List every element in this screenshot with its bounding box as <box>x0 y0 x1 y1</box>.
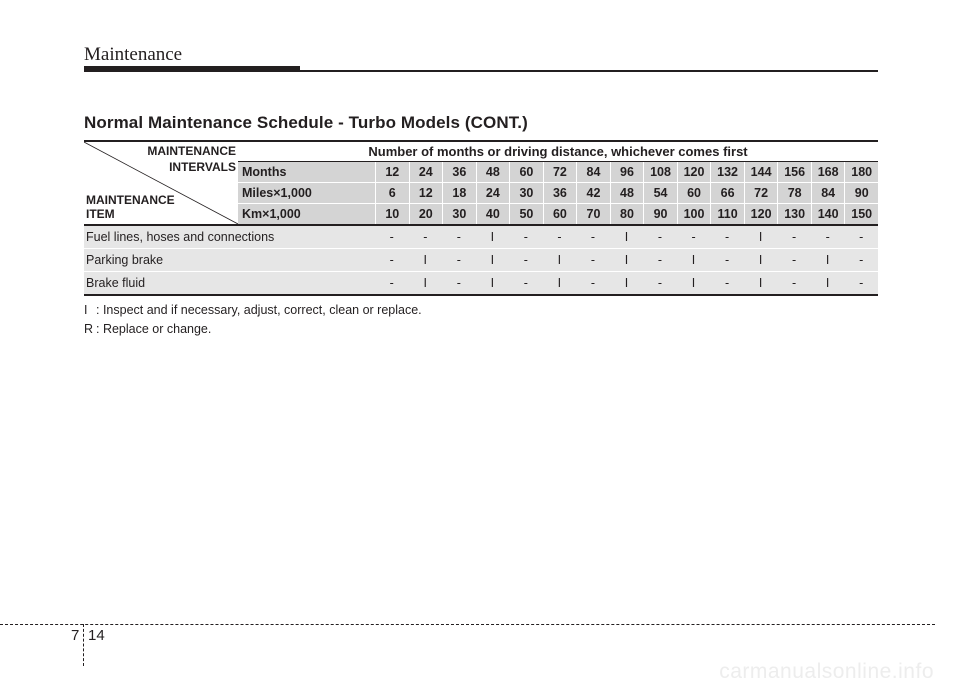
interval-value: 18 <box>442 183 476 203</box>
maintenance-item-label: Parking brake <box>86 253 164 267</box>
interval-value: 70 <box>576 204 610 224</box>
schedule-cell: - <box>456 230 461 244</box>
interval-value: 36 <box>442 162 476 182</box>
interval-value: 100 <box>677 204 711 224</box>
interval-value: 80 <box>610 204 644 224</box>
maintenance-item-label: Brake fluid <box>86 276 146 290</box>
schedule-cell: - <box>792 230 797 244</box>
interval-value: 72 <box>543 162 577 182</box>
schedule-cell: I <box>490 253 495 267</box>
interval-row <box>238 183 878 203</box>
interval-row <box>238 204 878 224</box>
interval-value: 132 <box>710 162 744 182</box>
schedule-cell: - <box>389 276 394 290</box>
schedule-cell: I <box>825 253 830 267</box>
schedule-cell: I <box>423 276 428 290</box>
interval-value: 84 <box>576 162 610 182</box>
interval-value: 54 <box>643 183 677 203</box>
schedule-cell: - <box>523 276 528 290</box>
table-caption: Number of months or driving distance, whichever comes first <box>238 142 878 161</box>
watermark: carmanualsonline.info <box>719 660 934 683</box>
schedule-cell: - <box>423 230 428 244</box>
interval-value: 10 <box>375 204 409 224</box>
schedule-cell: - <box>657 253 663 267</box>
legend-text: : Replace or change. <box>96 322 212 336</box>
header-rule <box>300 70 878 72</box>
interval-value: 180 <box>844 162 878 182</box>
interval-value: 96 <box>610 162 644 182</box>
interval-value: 12 <box>409 183 443 203</box>
interval-value: 140 <box>811 204 845 224</box>
schedule-cell: I <box>557 276 562 290</box>
schedule-cell: I <box>490 276 495 290</box>
schedule-cell: - <box>557 230 562 244</box>
interval-value: 60 <box>677 183 711 203</box>
schedule-cell: - <box>657 276 663 290</box>
schedule-cell: I <box>624 253 629 267</box>
schedule-cell: - <box>523 230 528 244</box>
schedule-cell: I <box>423 253 428 267</box>
table-row <box>84 226 878 248</box>
interval-value: 78 <box>777 183 811 203</box>
interval-value: 110 <box>710 204 744 224</box>
interval-row-label: Km×1,000 <box>242 207 301 221</box>
schedule-cell: - <box>859 253 864 267</box>
schedule-cell: - <box>456 276 461 290</box>
schedule-cell: - <box>859 276 864 290</box>
schedule-cell: - <box>389 253 394 267</box>
interval-value: 90 <box>643 204 677 224</box>
schedule-cell: - <box>724 230 730 244</box>
legend-code: R <box>84 322 94 336</box>
interval-value: 60 <box>543 204 577 224</box>
interval-value: 24 <box>476 183 510 203</box>
legend-code: I <box>84 303 88 317</box>
schedule-cell: I <box>758 230 763 244</box>
interval-row-label: Miles×1,000 <box>242 186 312 200</box>
corner-intervals-label-line2: INTERVALS <box>169 160 236 174</box>
schedule-cell: - <box>724 276 730 290</box>
schedule-cell: I <box>490 230 495 244</box>
schedule-cell: - <box>691 230 696 244</box>
interval-value: 120 <box>677 162 711 182</box>
schedule-cell: I <box>624 230 629 244</box>
page-number: 14 <box>88 627 105 644</box>
interval-value: 24 <box>409 162 443 182</box>
schedule-cell: - <box>792 253 797 267</box>
interval-row-label: Months <box>242 165 287 179</box>
schedule-cell: I <box>691 253 696 267</box>
interval-value: 130 <box>777 204 811 224</box>
corner-intervals-label-line1: MAINTENANCE <box>147 144 236 158</box>
interval-value: 50 <box>509 204 543 224</box>
schedule-cell: - <box>825 230 830 244</box>
interval-value: 40 <box>476 204 510 224</box>
interval-value: 144 <box>744 162 778 182</box>
schedule-cell: I <box>557 253 562 267</box>
corner-item-label-line2: ITEM <box>86 207 115 221</box>
interval-value: 42 <box>576 183 610 203</box>
interval-value: 72 <box>744 183 778 203</box>
table-row <box>84 272 878 294</box>
interval-value: 20 <box>409 204 443 224</box>
schedule-cell: - <box>859 230 864 244</box>
header-accent-bar <box>84 66 300 72</box>
schedule-cell: - <box>590 230 596 244</box>
maintenance-item-label: Fuel lines, hoses and connections <box>86 230 275 244</box>
interval-row <box>238 162 878 182</box>
schedule-cell: - <box>724 253 730 267</box>
schedule-cell: I <box>758 253 763 267</box>
schedule-cell: - <box>389 230 394 244</box>
schedule-cell: - <box>523 253 528 267</box>
schedule-cell: I <box>758 276 763 290</box>
legend-line <box>84 303 422 317</box>
schedule-cell: - <box>792 276 797 290</box>
table-corner-cell <box>84 142 238 224</box>
chapter-number: 7 <box>71 627 80 644</box>
interval-value: 30 <box>509 183 543 203</box>
legend-line <box>84 322 211 336</box>
interval-value: 30 <box>442 204 476 224</box>
interval-value: 150 <box>844 204 878 224</box>
interval-value: 48 <box>476 162 510 182</box>
interval-value: 120 <box>744 204 778 224</box>
interval-value: 168 <box>811 162 845 182</box>
interval-value: 6 <box>375 183 409 203</box>
interval-value: 36 <box>543 183 577 203</box>
interval-value: 108 <box>643 162 677 182</box>
footer-rule <box>0 624 935 625</box>
schedule-cell: - <box>590 276 596 290</box>
interval-value: 60 <box>509 162 543 182</box>
table-bottom-rule <box>84 294 878 296</box>
interval-value: 90 <box>844 183 878 203</box>
interval-value: 66 <box>710 183 744 203</box>
schedule-cell: I <box>691 276 696 290</box>
interval-value: 84 <box>811 183 845 203</box>
table-row <box>84 249 878 271</box>
interval-value: 156 <box>777 162 811 182</box>
schedule-cell: - <box>456 253 461 267</box>
schedule-cell: - <box>590 253 596 267</box>
legend-text: : Inspect and if necessary, adjust, correct, clean or replace. <box>96 303 422 317</box>
schedule-cell: - <box>657 230 663 244</box>
footer-divider <box>83 624 84 666</box>
interval-value: 12 <box>375 162 409 182</box>
section-title: Normal Maintenance Schedule - Turbo Models (CONT.) <box>84 113 528 132</box>
corner-item-label-line1: MAINTENANCE <box>86 193 175 207</box>
interval-value: 48 <box>610 183 644 203</box>
page-header-title: Maintenance <box>84 44 183 65</box>
schedule-cell: I <box>825 276 830 290</box>
schedule-cell: I <box>624 276 629 290</box>
